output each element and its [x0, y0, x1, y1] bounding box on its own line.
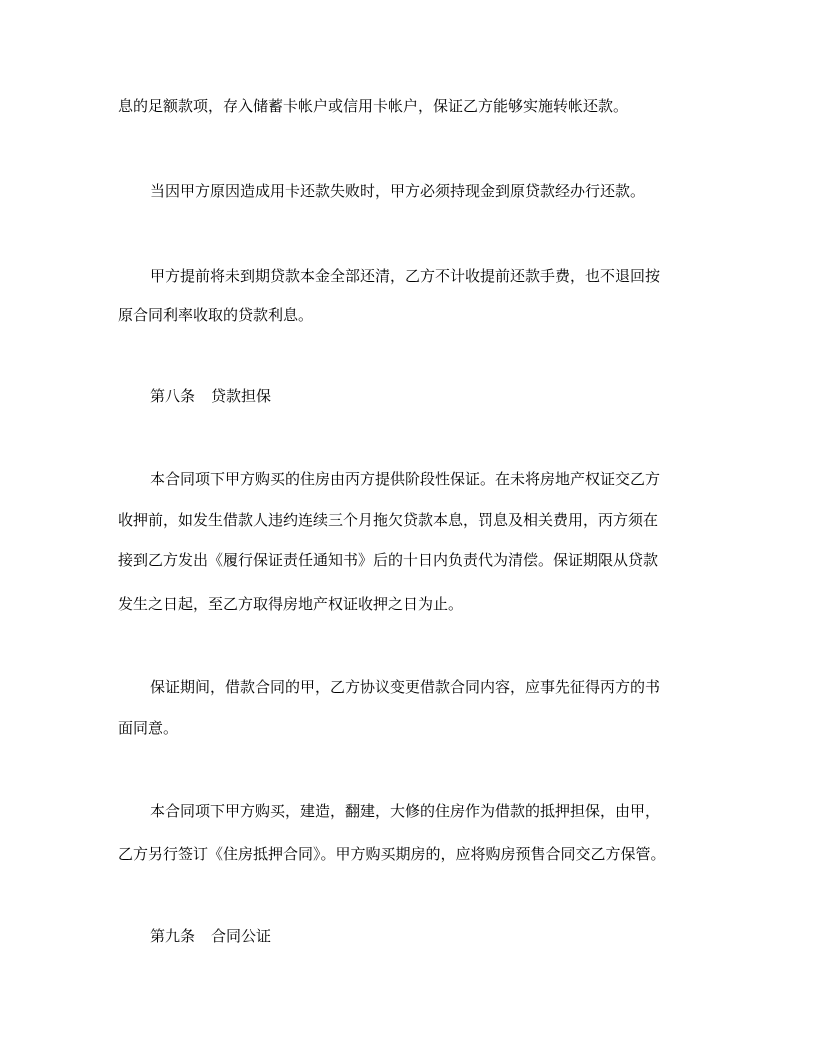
paragraph-line: 收押前，如发生借款人违约连续三个月拖欠贷款本息，罚息及相关费用，丙方须在: [118, 511, 659, 529]
paragraph-line: 发生之日起，至乙方取得房地产权证收押之日为止。: [118, 595, 464, 613]
paragraph-line: 当因甲方原因造成用卡还款失败时，甲方必须持现金到原贷款经办行还款。: [150, 182, 646, 200]
paragraph-line: 保证期间，借款合同的甲，乙方协议变更借款合同内容，应事先征得丙方的书: [150, 678, 661, 696]
article-9-heading: [150, 926, 271, 946]
article-title: 贷款担保: [211, 387, 272, 405]
paragraph-line: 息的足额款项，存入储蓄卡帐户或信用卡帐户，保证乙方能够实施转帐还款。: [118, 97, 629, 115]
paragraph-line: 原合同利率收取的贷款利息。: [118, 306, 314, 324]
paragraph-line: 本合同项下甲方购买的住房由丙方提供阶段性保证。在未将房地产权证交乙方: [150, 470, 661, 488]
paragraph-line: 面同意。: [118, 719, 179, 737]
article-8-heading: [150, 386, 271, 406]
paragraph-line: 甲方提前将未到期贷款本金全部还清，乙方不计收提前还款手费，也不退回按: [150, 267, 661, 285]
paragraph-line: 本合同项下甲方购买，建造，翻建，大修的住房作为借款的抵押担保，由甲，: [150, 802, 661, 820]
paragraph-line: 接到乙方发出《履行保证责任通知书》后的十日内负责代为清偿。保证期限从贷款: [118, 551, 659, 569]
article-number: 第九条: [150, 927, 196, 945]
article-title: 合同公证: [211, 927, 272, 945]
paragraph-line: 乙方另行签订《住房抵押合同》。甲方购买期房的，应将购房预售合同交乙方保管。: [118, 845, 666, 863]
article-number: 第八条: [150, 387, 196, 405]
